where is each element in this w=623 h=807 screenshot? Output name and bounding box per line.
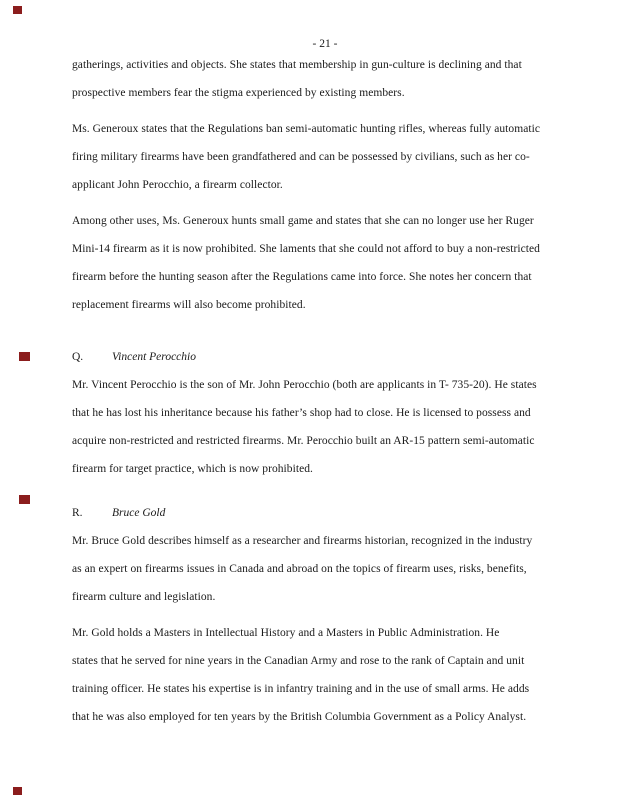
- paragraph-generoux-regulations: [72, 115, 580, 207]
- text-line: Among other uses, Ms. Generoux hunts small game and states that she can no longer use her Ruger: [72, 215, 534, 227]
- text-line: Mr. Vincent Perocchio is the son of Mr. John Perocchio (both are applicants in T- 735-20). He states: [72, 379, 537, 391]
- paragraph-vincent-perocchio: [72, 371, 580, 491]
- document-body: [72, 51, 580, 739]
- text-line: that he was also employed for ten years by the British Columbia Government as a Policy Analyst.: [72, 711, 527, 723]
- text-line: Mr. Bruce Gold describes himself as a researcher and firearms historian, recognized in the industry: [72, 535, 533, 547]
- paragraph-generoux-hunting: [72, 207, 580, 327]
- section-heading-r: [72, 491, 580, 527]
- text-line: acquire non-restricted and restricted firearms. Mr. Perocchio built an AR-15 pattern semi-automatic: [72, 435, 535, 447]
- text-line: applicant John Perocchio, a firearm collector.: [72, 179, 283, 191]
- section-letter: R.: [72, 507, 83, 519]
- text-line: that he has lost his inheritance because his father’s shop had to close. He is licensed to possess and: [72, 407, 531, 419]
- text-line: firing military firearms have been grandfathered and can be possessed by civilians, such as her co-: [72, 151, 530, 163]
- paragraph-bruce-gold-intro: [72, 527, 580, 619]
- text-line: states that he served for nine years in the Canadian Army and rose to the rank of Captain and unit: [72, 655, 525, 667]
- text-line: Mini-14 firearm as it is now prohibited. She laments that she could not afford to buy a non-restricted: [72, 243, 540, 255]
- annotation-mark-top-left[interactable]: [13, 6, 22, 14]
- annotation-mark-bottom-left[interactable]: [13, 787, 22, 795]
- text-line: training officer. He states his expertise is in infantry training and in the use of small arms. He adds: [72, 683, 530, 695]
- text-line: firearm for target practice, which is now prohibited.: [72, 463, 313, 475]
- section-letter: Q.: [72, 351, 84, 363]
- annotation-mark-heading-r[interactable]: [19, 495, 30, 504]
- text-line: firearm culture and legislation.: [72, 591, 216, 603]
- section-title: Vincent Perocchio: [112, 351, 196, 363]
- text-line: Mr. Gold holds a Masters in Intellectual History and a Masters in Public Administration. He: [72, 627, 500, 639]
- paragraph-gatherings: [72, 51, 580, 115]
- text-line: replacement firearms will also become prohibited.: [72, 299, 306, 311]
- paragraph-bruce-gold-credentials: [72, 619, 580, 739]
- annotation-mark-heading-q[interactable]: [19, 352, 30, 361]
- text-line: gatherings, activities and objects. She states that membership in gun-culture is declining and that: [72, 59, 522, 71]
- section-heading-q: [72, 327, 580, 371]
- text-line: firearm before the hunting season after the Regulations came into force. She notes her concern that: [72, 271, 532, 283]
- page-number: - 21 -: [312, 38, 338, 50]
- section-title: Bruce Gold: [112, 507, 166, 519]
- text-line: Ms. Generoux states that the Regulations ban semi-automatic hunting rifles, whereas fully automatic: [72, 123, 541, 135]
- text-line: as an expert on firearms issues in Canada and abroad on the topics of firearm uses, risks, benefits,: [72, 563, 527, 575]
- text-line: prospective members fear the stigma experienced by existing members.: [72, 87, 405, 99]
